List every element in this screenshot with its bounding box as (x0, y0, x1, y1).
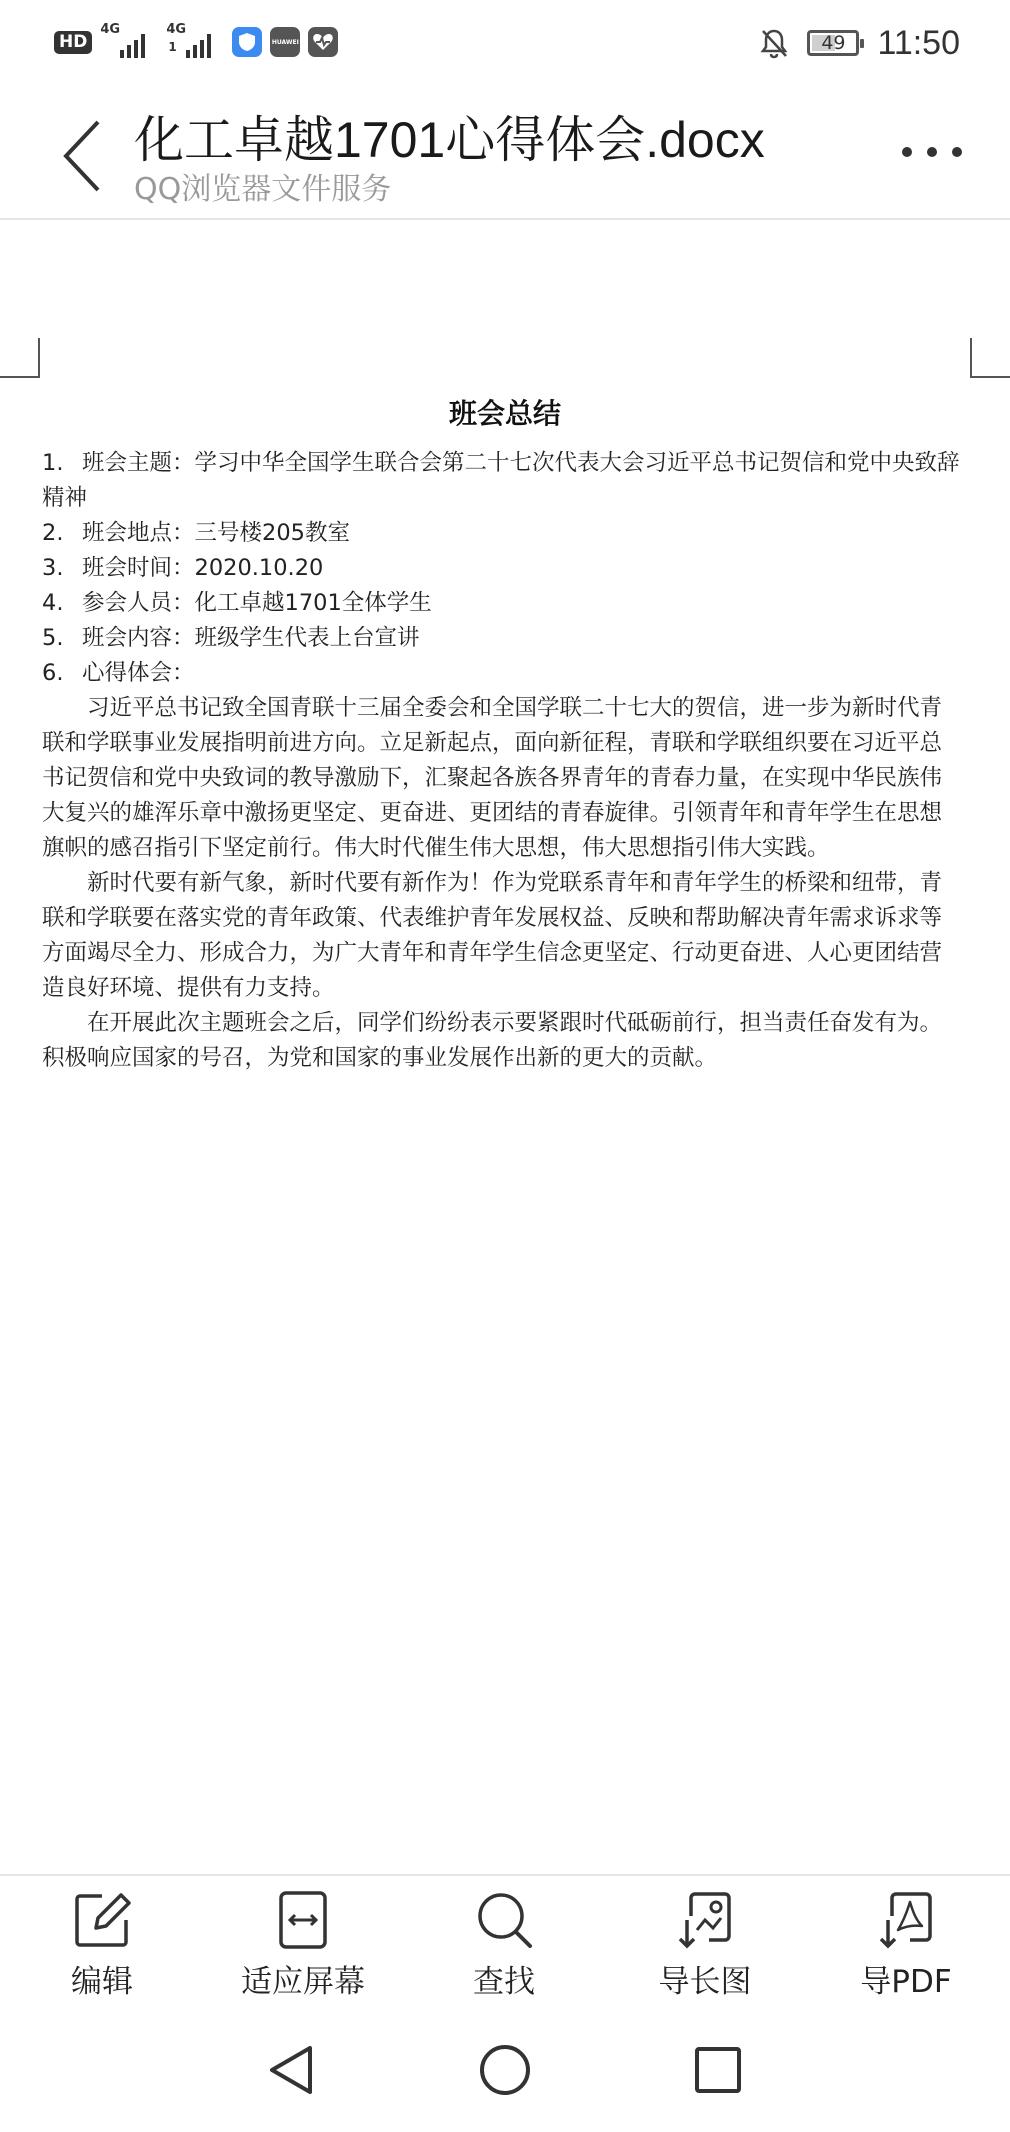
huawei-app-icon (270, 27, 300, 57)
list-number: 5. (42, 625, 64, 651)
list-item (42, 551, 960, 586)
list-number: 3. (42, 555, 64, 581)
document-viewer[interactable] (0, 220, 1010, 1874)
square-recents-icon (688, 2040, 748, 2100)
back-button[interactable] (56, 116, 116, 196)
clock: 11:50 (877, 23, 960, 62)
system-navigation-bar (0, 2010, 1010, 2132)
list-item (42, 656, 960, 691)
more-dot-icon (902, 147, 912, 157)
body-paragraph: 在开展此次主题班会之后，同学们纷纷表示要紧跟时代砥砺前行，担当责任奋发有为。积极响应国家的号召，为党和国家的事业发展作出新的更大的贡献。 (42, 1010, 943, 1071)
health-heart-icon (308, 27, 338, 57)
nav-recents-button[interactable] (688, 2040, 748, 2100)
list-number: 1. (42, 450, 64, 476)
edit-button[interactable] (12, 1890, 192, 2008)
document-title: 化工卓越1701心得体会.docx (134, 112, 765, 168)
status-bar (0, 0, 1010, 86)
export-pdf-button[interactable] (816, 1890, 996, 2008)
page-margin-corner-right (970, 338, 1010, 378)
cellular-signal-1-icon (100, 22, 158, 62)
sim-index-label: 1 (168, 40, 177, 54)
nav-home-button[interactable] (475, 2040, 535, 2100)
more-dot-icon (927, 147, 937, 157)
cellular-signal-2-icon (166, 22, 224, 62)
export-pdf-icon (876, 1890, 936, 1950)
list-number: 4. (42, 590, 64, 616)
bottom-toolbar (0, 1874, 1010, 2012)
search-icon (474, 1890, 534, 1950)
more-dot-icon (952, 147, 962, 157)
chevron-left-icon (56, 116, 116, 196)
page-margin-corner-left (0, 338, 40, 378)
status-left (54, 22, 338, 62)
find-label: 查找 (473, 1964, 535, 2000)
edit-icon (72, 1890, 132, 1950)
title-bar (0, 86, 1010, 220)
document-source: QQ浏览器文件服务 (134, 172, 392, 207)
edit-label: 编辑 (71, 1964, 133, 2000)
body-paragraph: 新时代要有新气象，新时代要有新作为！作为党联系青年和青年学生的桥梁和纽带，青联和学联要在落实党的青年政策、代表维护青年发展权益、反映和帮助解决青年需求诉求等方面竭尽全力、形成合力，为广大青年和青年学生信念更坚定、行动更奋进、人心更团结营造良好环境、提供有力支持。 (42, 870, 943, 1001)
huawei-label: HUAWEI (271, 38, 299, 46)
fit-screen-button[interactable] (213, 1890, 393, 2008)
shield-app-icon (232, 27, 262, 57)
export-long-image-label: 导长图 (658, 1964, 752, 2000)
network-type-label-2: 4G (166, 22, 187, 37)
status-right (759, 22, 960, 64)
list-text: 班会主题：学习中华全国学生联合会第二十七次代表大会习近平总书记贺信和党中央致辞精神 (42, 450, 960, 511)
list-text: 班会地点：三号楼205教室 (82, 520, 350, 546)
document-heading: 班会总结 (448, 397, 561, 430)
export-long-image-button[interactable] (615, 1890, 795, 2008)
list-text: 参会人员：化工卓越1701全体学生 (82, 590, 432, 616)
document-body (42, 446, 960, 1076)
list-text: 班会内容：班级学生代表上台宣讲 (82, 625, 420, 651)
body-paragraph: 习近平总书记致全国青联十三届全委会和全国学联二十七大的贺信，进一步为新时代青联和学联事业发展指明前进方向。立足新起点，面向新征程，青联和学联组织要在习近平总书记贺信和党中央致词的教导激励下，汇聚起各族各界青年的青春力量，在实现中华民族伟大复兴的雄浑乐章中激扬更坚定、更奋进、更团结的青春旋律。引领青年和青年学生在思想旗帜的感召指引下坚定前行。伟大时代催生伟大思想，伟大思想指引伟大实践。 (42, 695, 943, 861)
more-options-button[interactable] (902, 140, 962, 164)
export-long-image-icon (675, 1890, 735, 1950)
battery-icon (807, 30, 859, 56)
nav-back-button[interactable] (262, 2040, 322, 2100)
find-button[interactable] (414, 1890, 594, 2008)
network-type-label: 4G (100, 22, 121, 37)
list-text: 班会时间：2020.10.20 (82, 555, 324, 581)
list-number: 6. (42, 660, 64, 686)
list-item (42, 446, 960, 516)
list-item (42, 516, 960, 551)
list-item (42, 621, 960, 656)
list-number: 2. (42, 520, 64, 546)
triangle-back-icon (262, 2040, 322, 2100)
notifications-muted-icon (759, 27, 789, 59)
fit-screen-label: 适应屏幕 (241, 1964, 365, 2000)
list-text: 心得体会： (82, 660, 195, 686)
list-item (42, 586, 960, 621)
hd-badge: HD (54, 31, 92, 54)
fit-screen-icon (273, 1890, 333, 1950)
battery-level: 49 (821, 32, 846, 54)
circle-home-icon (475, 2040, 535, 2100)
export-pdf-label: 导PDF (860, 1964, 952, 2000)
